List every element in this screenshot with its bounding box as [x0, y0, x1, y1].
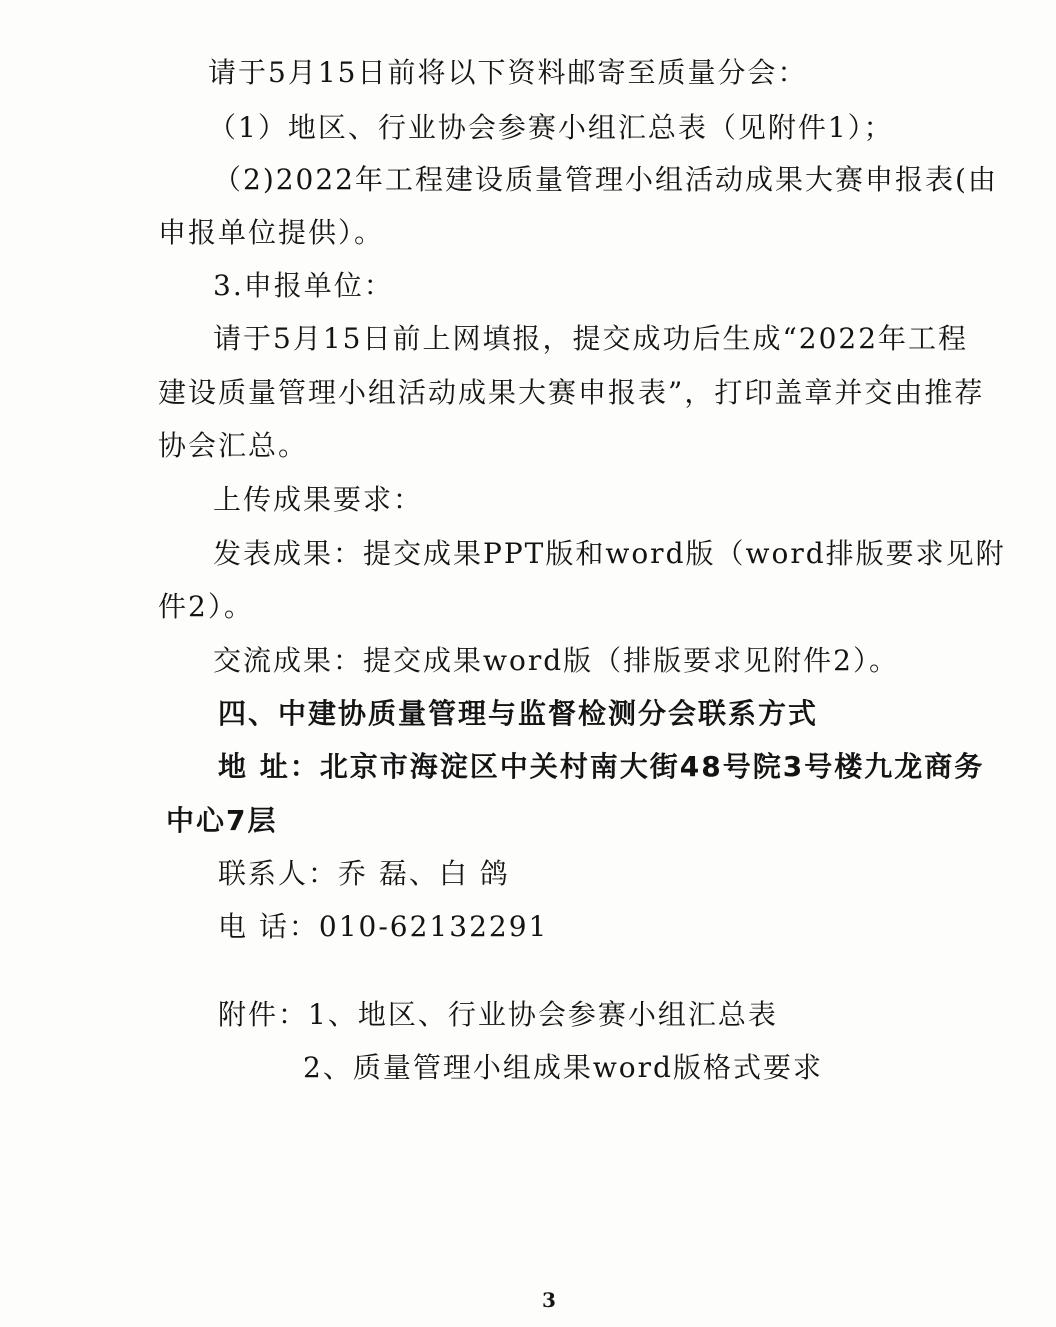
text-line: 件2）。 [158, 590, 254, 623]
page-number: 3 [542, 1288, 556, 1312]
phone-line: 电 话：010-62132291 [218, 910, 549, 943]
text-line: （1）地区、行业协会参赛小组汇总表（见附件1）； [208, 111, 894, 144]
text-line: 交流成果：提交成果word版（排版要求见附件2）。 [213, 644, 899, 677]
text-line: （2)2022年工程建设质量管理小组活动成果大赛申报表(由 [213, 163, 998, 196]
contacts-line: 联系人：乔 磊、白 鸽 [218, 857, 510, 890]
attachment-line-2: 2、质量管理小组成果word版格式要求 [303, 1051, 823, 1084]
attachment-line-1: 附件：1、地区、行业协会参赛小组汇总表 [218, 998, 778, 1031]
text-line: 申报单位提供）。 [158, 216, 385, 249]
text-line: 上传成果要求： [213, 483, 424, 516]
text-line: 协会汇总。 [158, 429, 309, 462]
text-line: 3.申报单位： [213, 269, 394, 302]
text-line: 发表成果：提交成果PPT版和word版（word排版要求见附 [213, 537, 1006, 570]
address-line: 中心7层 [166, 804, 278, 837]
address-line: 地 址：北京市海淀区中关村南大街48号院3号楼九龙商务 [218, 750, 985, 783]
text-line: 请于5月15日前上网填报，提交成功后生成“2022年工程 [213, 322, 969, 355]
text-line: 请于5月15日前将以下资料邮寄至质量分会： [208, 56, 808, 89]
text-line: 建设质量管理小组活动成果大赛申报表”，打印盖章并交由推荐 [158, 376, 985, 409]
section-heading: 四、中建协质量管理与监督检测分会联系方式 [218, 697, 819, 730]
